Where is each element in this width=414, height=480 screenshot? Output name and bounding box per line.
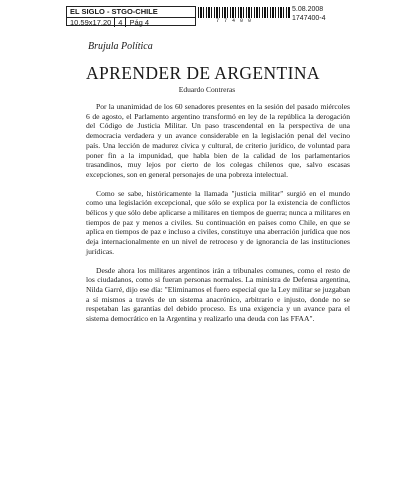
barcode-icon xyxy=(198,7,290,18)
article-paragraph: Como se sabe, históricamente la llamada "justicia militar" surgió en el mundo como una legislación excepcional, que sólo se explica por la existencia de conflictos bélicos y que sólo debe aplicarse a militares en tiempos de guerra; nunca a militares en tiempos de paz y menos a civiles. Su continuación en países como Chile, en que se aplica en tiempos de paz e incluso a civiles, constituye una aberración jurídica que nos deja internacionalmente en un nivel de retroceso y de ignorancia de las instituciones jurídicas. xyxy=(86,188,350,256)
barcode-number: 7 7 4 0 0 xyxy=(216,18,253,24)
clipping-date: 5.08.2008 xyxy=(292,6,324,13)
clipping-id: 1747400-4 xyxy=(292,15,326,22)
clipping-col: 4 xyxy=(115,18,126,27)
clipping-header xyxy=(66,6,348,26)
article-paragraph: Desde ahora los militares argentinos irán a tribunales comunes, como el resto de los ciudadanos, como si fueran personas normales. La ministra de Defensa argentina, Nilda Garré, dijo ese día: "Eliminamos el fuero especial que la Ley militar se juzgaban a sí mismos a través de un sistema anacrónico, arbitrario e injusto, donde no se respetaban las garantías del debido proceso. Es una exigencia y un avance para el sistema democrático en la Argentina y realizarlo una deuda con las FFAA". xyxy=(86,265,350,324)
clipping-section: Pág 4 xyxy=(129,18,150,27)
article-headline: APRENDER DE ARGENTINA xyxy=(86,62,320,83)
article-body xyxy=(86,102,350,333)
clipping-size: 10,59x17,20 xyxy=(67,18,115,27)
article-byline: Eduardo Contreras xyxy=(178,85,236,94)
article-kicker: Brujula Política xyxy=(88,41,153,52)
clipping-details xyxy=(67,18,195,27)
clipping-source: EL SIGLO - STGO-CHILE xyxy=(67,7,195,18)
article-paragraph: Por la unanimidad de los 60 senadores presentes en la sesión del pasado miércoles 6 de agosto, el Parlamento argentino transformó en ley de la república la derogación del Código de Justicia Militar. Un paso trascendental en la perspectiva de una democracia verdadera y un avance considerable en la legislación penal del vecino país. Una lección de madurez cívica y cultural, de criterio jurídico, de voluntad para poner fin a la impunidad, que habla bien de la calidad de los parlamentarios trasandinos, muy lejos por cierto de los colegas chilenos que, salvo escasas excepciones, son en general personajes de una pobreza intelectual. xyxy=(86,102,350,179)
clipping-info-box xyxy=(66,6,196,26)
